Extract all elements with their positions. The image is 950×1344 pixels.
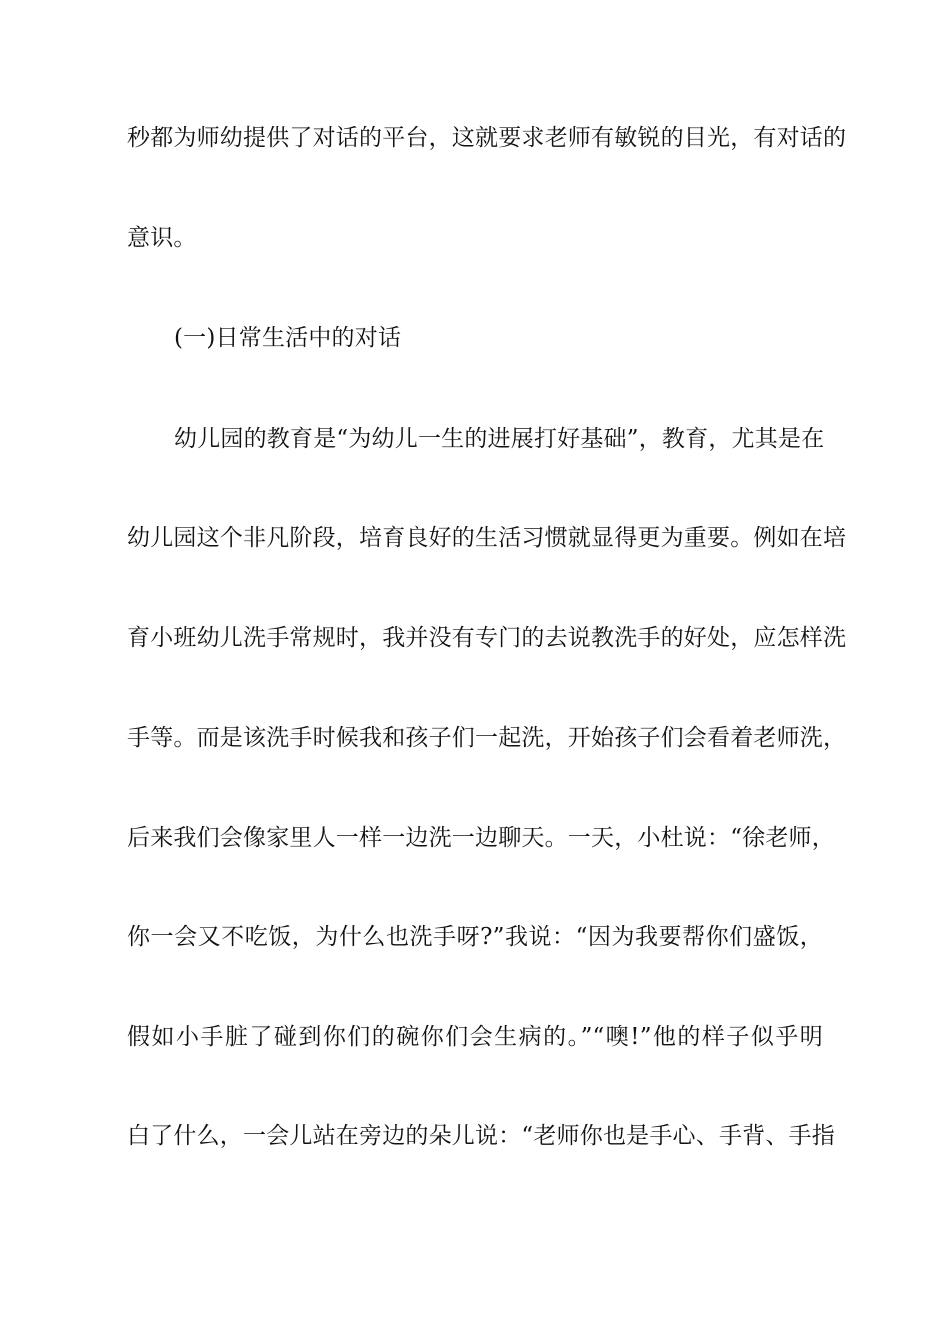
- paragraph-line: 手等。而是该洗手时候我和孩子们一起洗，开始孩子们会看着老师洗，: [127, 725, 847, 751]
- paragraph-line: 秒都为师幼提供了对话的平台，这就要求老师有敏锐的目光，有对话的: [127, 125, 847, 151]
- paragraph-line: 白了什么，一会儿站在旁边的朵儿说：“老师你也是手心、手背、手指: [127, 1123, 835, 1149]
- paragraph-line: 意识。: [127, 225, 197, 251]
- paragraph-line: 育小班幼儿洗手常规时，我并没有专门的去说教洗手的好处，应怎样洗: [127, 625, 847, 651]
- paragraph-line: 你一会又不吃饭，为什么也洗手呀?”我说：“因为我要帮你们盛饭，: [127, 924, 823, 950]
- paragraph-line: 幼儿园这个非凡阶段，培育良好的生活习惯就显得更为重要。例如在培: [127, 525, 847, 551]
- paragraph-line: 假如小手脏了碰到你们的碗你们会生病的。”“噢!”他的样子似乎明: [127, 1024, 823, 1050]
- paragraph-line: 后来我们会像家里人一样一边洗一边聊天。一天，小杜说：“徐老师，: [127, 825, 835, 851]
- section-heading: (一)日常生活中的对话: [174, 325, 402, 351]
- paragraph-line: 幼儿园的教育是“为幼儿一生的进展打好基础”，教育，尤其是在: [174, 426, 825, 452]
